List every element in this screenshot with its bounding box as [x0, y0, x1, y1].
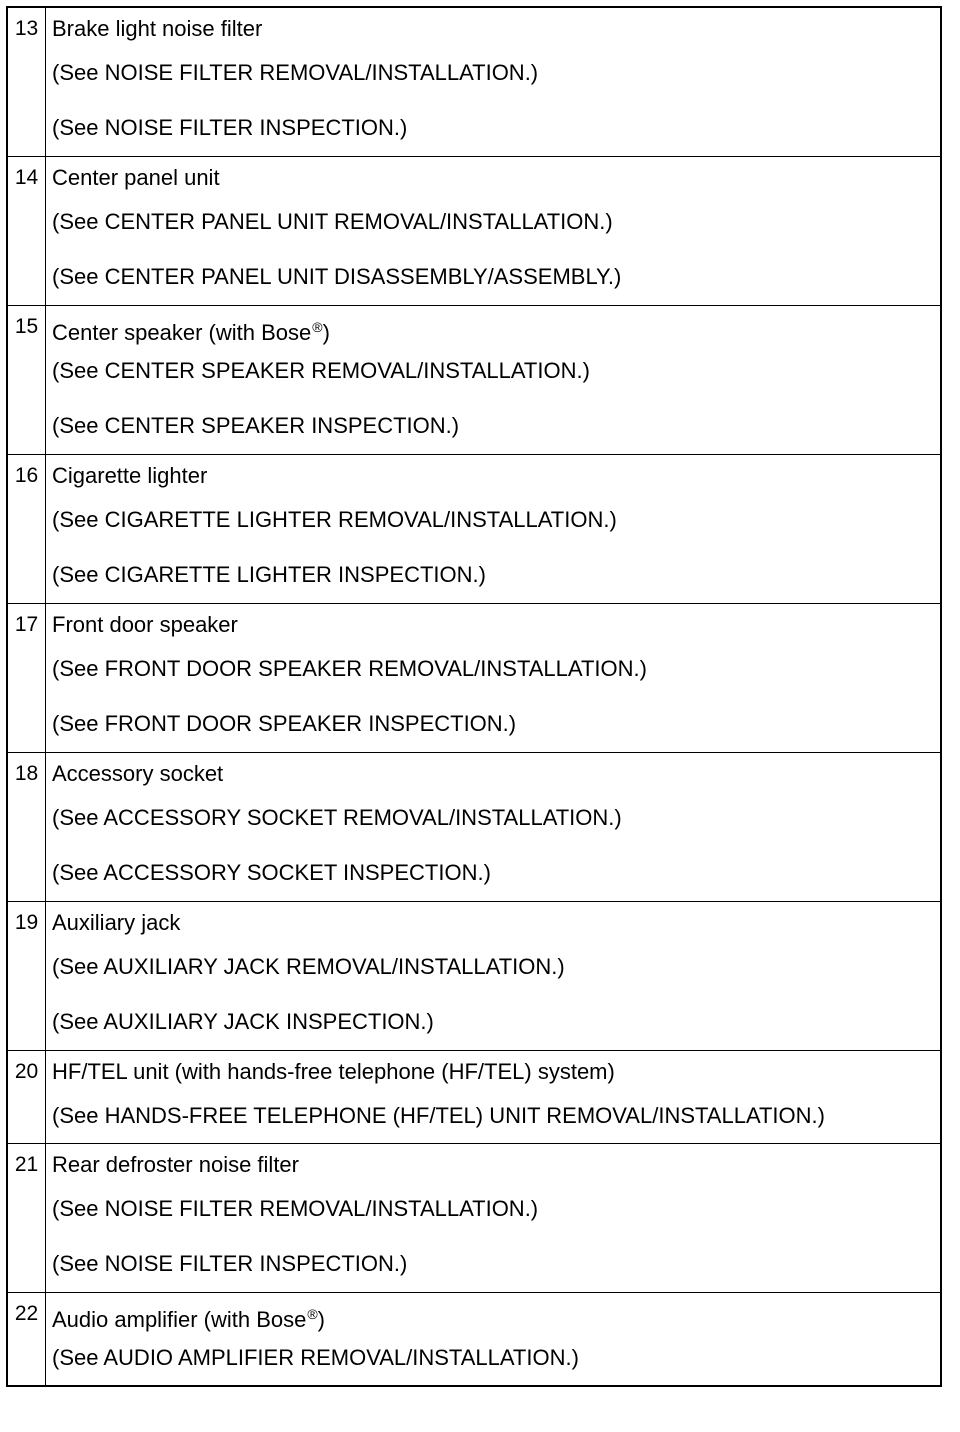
item-description [46, 753, 942, 902]
table-row [7, 753, 941, 902]
item-title: Center panel unit [52, 165, 220, 190]
item-title: Front door speaker [52, 612, 238, 637]
item-description [46, 455, 942, 604]
reference-link[interactable]: (See CENTER SPEAKER REMOVAL/INSTALLATION.) [52, 358, 590, 383]
item-title-text: Audio amplifier (with Bose [52, 1307, 307, 1332]
reference-link[interactable]: (See CIGARETTE LIGHTER REMOVAL/INSTALLATION.) [52, 507, 617, 532]
item-title: HF/TEL unit (with hands-free telephone (HF/TEL) system) [52, 1059, 615, 1084]
item-number: 13 [7, 7, 46, 157]
item-title: Accessory socket [52, 761, 224, 786]
item-number: 17 [7, 604, 46, 753]
item-description [46, 1144, 942, 1293]
reference-link[interactable]: (See FRONT DOOR SPEAKER INSPECTION.) [52, 711, 517, 736]
item-number: 16 [7, 455, 46, 604]
table-row [7, 306, 941, 455]
table-row [7, 1144, 941, 1293]
reference-link[interactable]: (See ACCESSORY SOCKET INSPECTION.) [52, 860, 491, 885]
table-row [7, 7, 941, 157]
reference-link[interactable]: (See HANDS-FREE TELEPHONE (HF/TEL) UNIT REMOVAL/INSTALLATION.) [52, 1103, 825, 1128]
table-row [7, 604, 941, 753]
reference-link[interactable]: (See CIGARETTE LIGHTER INSPECTION.) [52, 562, 486, 587]
item-title-tail: ) [322, 320, 330, 345]
table-row [7, 157, 941, 306]
reference-link[interactable]: (See AUDIO AMPLIFIER REMOVAL/INSTALLATION.) [52, 1345, 579, 1370]
reference-link[interactable]: (See NOISE FILTER INSPECTION.) [52, 115, 408, 140]
item-description [46, 1051, 942, 1144]
item-title: Cigarette lighter [52, 463, 208, 488]
item-description [46, 604, 942, 753]
table-row [7, 902, 941, 1051]
item-number: 20 [7, 1051, 46, 1144]
item-description [46, 1293, 942, 1387]
registered-mark: ® [307, 1306, 318, 1322]
item-description [46, 306, 942, 455]
reference-link[interactable]: (See NOISE FILTER REMOVAL/INSTALLATION.) [52, 1196, 539, 1221]
reference-link[interactable]: (See ACCESSORY SOCKET REMOVAL/INSTALLATION.) [52, 805, 622, 830]
item-number: 18 [7, 753, 46, 902]
item-number: 19 [7, 902, 46, 1051]
item-number: 14 [7, 157, 46, 306]
reference-link[interactable]: (See CENTER SPEAKER INSPECTION.) [52, 413, 460, 438]
item-description [46, 902, 942, 1051]
reference-link[interactable]: (See NOISE FILTER INSPECTION.) [52, 1251, 408, 1276]
item-number: 15 [7, 306, 46, 455]
item-number: 21 [7, 1144, 46, 1293]
registered-mark: ® [312, 319, 323, 335]
reference-link[interactable]: (See CENTER PANEL UNIT REMOVAL/INSTALLATION.) [52, 209, 613, 234]
item-title [52, 306, 940, 350]
item-description [46, 7, 942, 157]
parts-table [6, 6, 942, 1387]
table-row [7, 1293, 941, 1387]
item-number: 22 [7, 1293, 46, 1387]
table-row [7, 1051, 941, 1144]
table-row [7, 455, 941, 604]
reference-link[interactable]: (See AUXILIARY JACK REMOVAL/INSTALLATION.) [52, 954, 565, 979]
item-title: Brake light noise filter [52, 16, 263, 41]
reference-link[interactable]: (See FRONT DOOR SPEAKER REMOVAL/INSTALLATION.) [52, 656, 647, 681]
item-title [52, 1293, 940, 1337]
item-description [46, 157, 942, 306]
item-title-tail: ) [317, 1307, 325, 1332]
reference-link[interactable]: (See AUXILIARY JACK INSPECTION.) [52, 1009, 434, 1034]
reference-link[interactable]: (See NOISE FILTER REMOVAL/INSTALLATION.) [52, 60, 539, 85]
item-title: Auxiliary jack [52, 910, 181, 935]
item-title: Rear defroster noise filter [52, 1152, 299, 1177]
item-title-text: Center speaker (with Bose [52, 320, 312, 345]
reference-link[interactable]: (See CENTER PANEL UNIT DISASSEMBLY/ASSEMBLY.) [52, 264, 622, 289]
